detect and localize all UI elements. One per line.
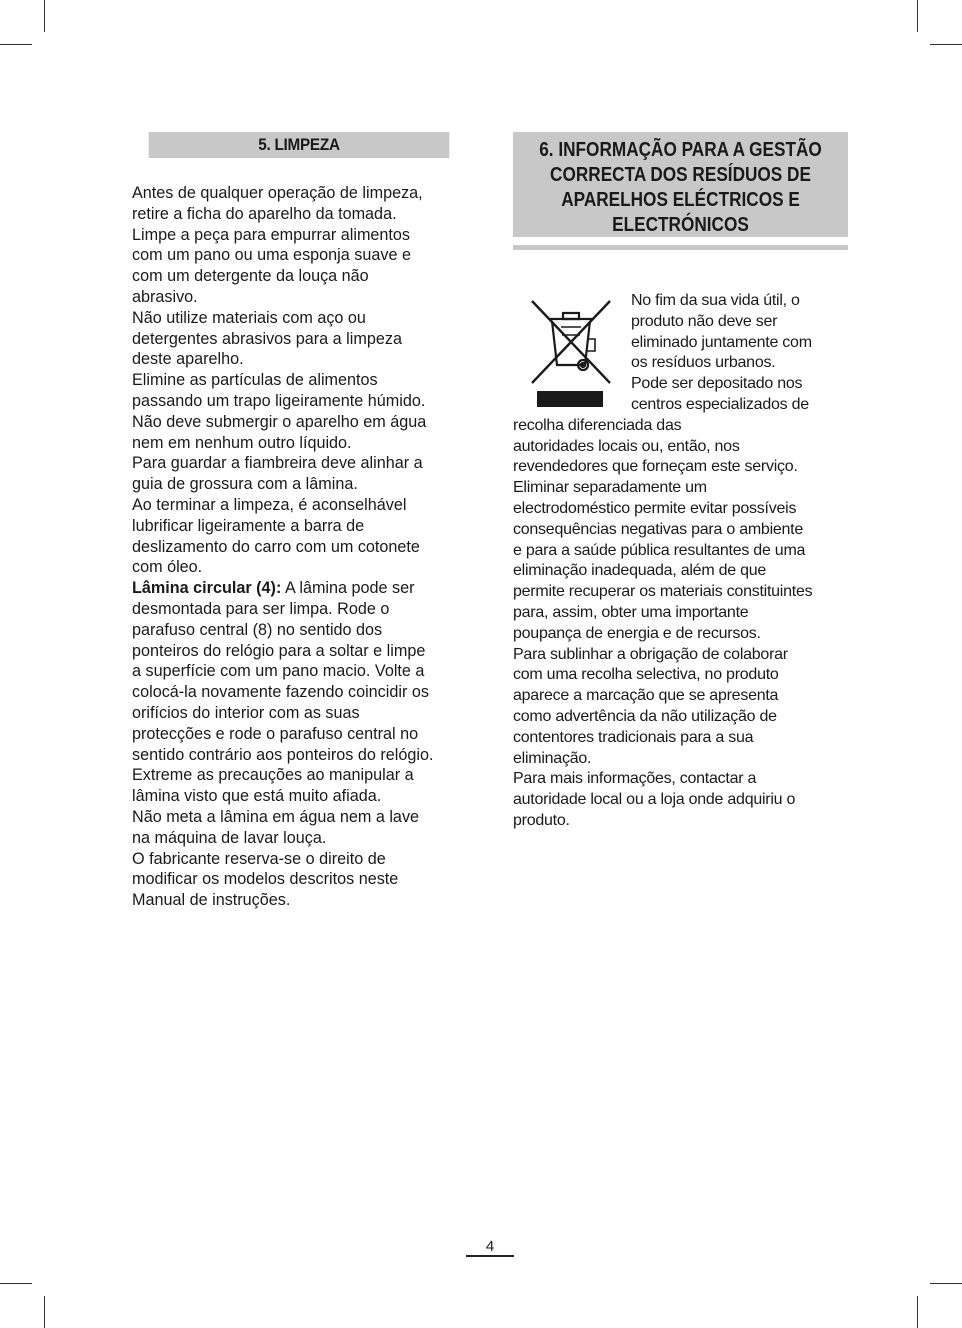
limpeza-body [132, 183, 466, 911]
crop-mark [930, 44, 962, 45]
section-title-limpeza: 5. LIMPEZA [149, 132, 450, 158]
section-limpeza [132, 132, 466, 911]
limpeza-intro-text: Antes de qualquer operação de limpeza, retire a ficha do aparelho da tomada. Limpe a peça para empurrar alimentos com um pano ou uma esponja suave e com um detergente da louça não abrasivo. Não utilize materiais com aço ou detergentes abrasivos para a limpeza deste aparelho. Elimine as partículas de alimentos passando um trapo ligeiramente húmido. Não deve submergir o aparelho em água nem em nenhum outro líquido. Para guardar a fiambreira deve alinhar a guia de grossura com a lâmina. Ao terminar a limpeza, é aconselhável lubrificar ligeiramente a barra de deslizamento do carro com um cotonete com óleo. [132, 184, 427, 577]
crop-mark [44, 1296, 45, 1328]
crop-mark [930, 1283, 962, 1284]
crossed-bin-icon [517, 291, 625, 411]
weee-body [513, 291, 848, 832]
weee-paragraph-2: Para sublinhar a obrigação de colaborar com uma recolha selectiva, no produto aparece a marcação que se apresenta como advertência da não utilização de contentores tradicionais para a sua eliminação. [513, 645, 788, 767]
title-underline [513, 245, 848, 250]
title-line: ELECTRÓNICOS [612, 214, 749, 236]
section-title-weee [513, 132, 848, 237]
title-line: CORRECTA DOS RESÍDUOS DE [550, 164, 811, 186]
title-line: 6. INFORMAÇÃO PARA A GESTÃO [539, 139, 822, 161]
crop-mark [0, 44, 32, 45]
title-line: APARELHOS ELÉCTRICOS E [561, 189, 800, 211]
blade-text: A lâmina pode ser desmontada para ser limpa. Rode o parafuso central (8) no sentido dos ponteiros do relógio para a soltar e limpe a superfície com um pano macio. Volte a colocá-la novamente fazendo coincidir os orifícios do interior com as suas protecções e rode o parafuso central no sentido contrário aos ponteiros do relógio. Extreme as precauções ao manipular a lâmina visto que está muito afiada. Não meta a lâmina em água nem a lave na máquina de lavar louça. O fabricante reserva-se o direito de modificar os modelos descritos neste Manual de instruções. [132, 579, 434, 910]
blade-label: Lâmina circular (4): [132, 579, 282, 598]
crop-mark [0, 1283, 32, 1284]
page-number-underline [466, 1255, 514, 1257]
crop-mark [917, 1296, 918, 1328]
section-weee [513, 132, 848, 832]
crop-mark [44, 0, 45, 32]
weee-paragraph-3: Para mais informações, contactar a autoridade local ou a loja onde adquiriu o produto. [513, 770, 796, 829]
crop-mark [917, 0, 918, 32]
page-number: 4 [485, 1238, 495, 1255]
weee-paragraph-1: No fim da sua vida útil, o produto não deve ser eliminado juntamente com os resíduos urbanos. Pode ser depositado nos centros especializados de recolha diferenciada das autoridades locais ou, então, nos revendedores que forneçam este serviço. Eliminar separadamente um electrodoméstico permite evitar possíveis consequências negativas para o ambiente e para a saúde pública resultantes de uma eliminação inadequada, além de que permite recuperar os materiais constituintes para, assim, obter uma importante poupança de energia e de recursos. [513, 292, 813, 642]
